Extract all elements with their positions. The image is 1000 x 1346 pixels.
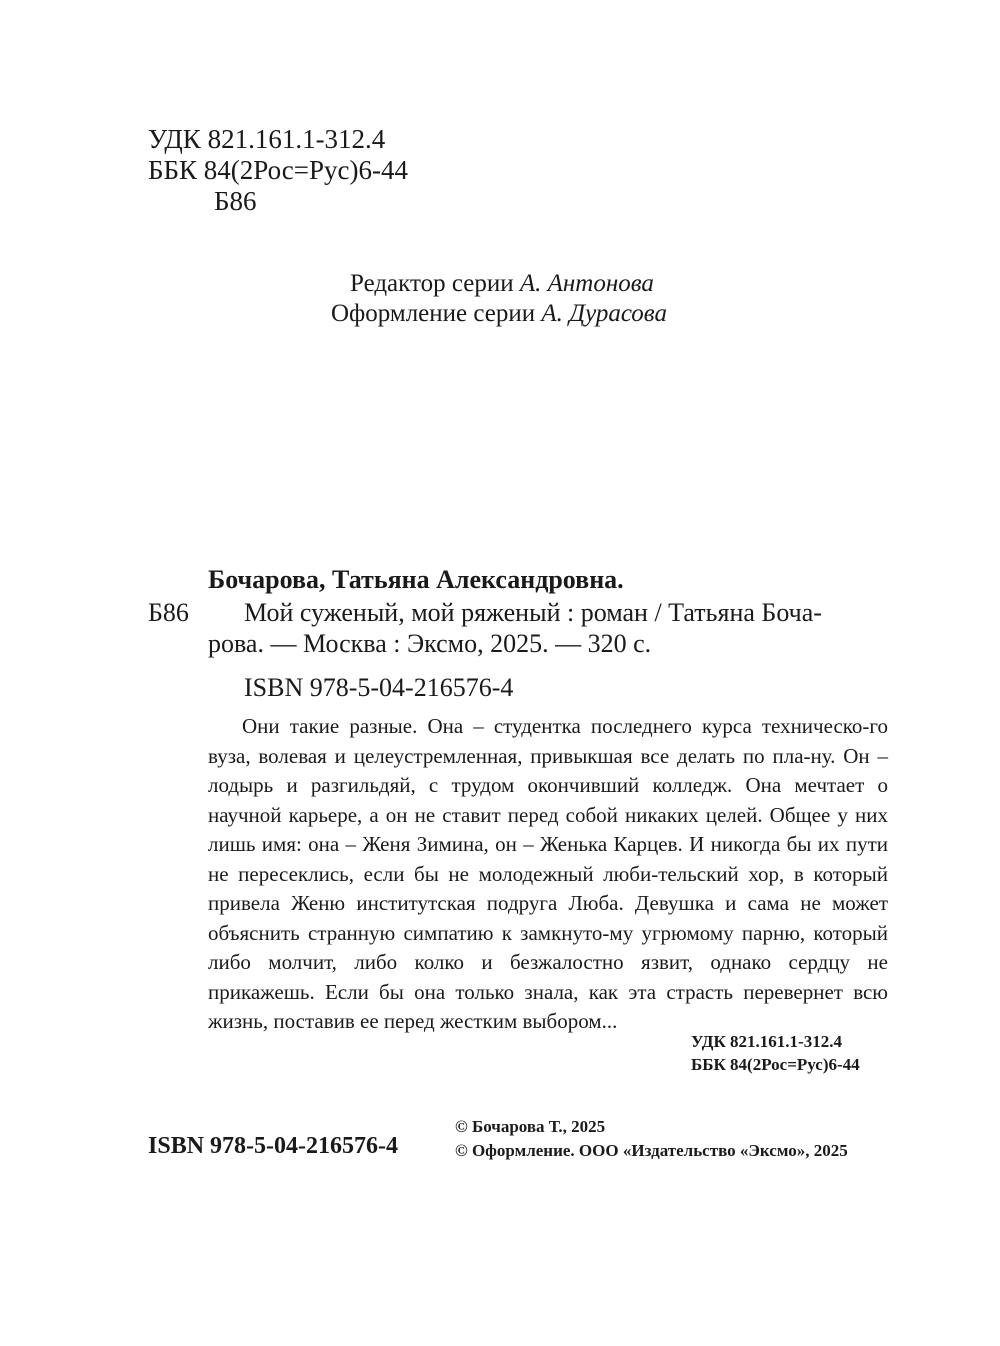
- catalog-author: Бочарова, Татьяна Александровна.: [208, 565, 624, 594]
- copyright-publisher: © Оформление. ООО «Издательство «Эксмо», 2025: [455, 1141, 848, 1160]
- series-design-name: А. Дурасова: [541, 300, 667, 327]
- series-design-credit: [331, 298, 667, 329]
- copyright-author: © Бочарова Т., 2025: [455, 1117, 606, 1136]
- bbk-code-top: ББК 84(2Рос=Рус)6-44: [148, 155, 408, 185]
- bbk-code-bottom: ББК 84(2Рос=Рус)6-44: [691, 1055, 860, 1074]
- annotation-text: Они такие разные. Она – студентка последнего курса техническо-го вуза, волевая и целеустремленная, привыкшая все делать по пла-ну. Он – лодырь и разгильдяй, с трудом окончивший колледж. Она мечтает о научной карьере, а он не ставит перед собой никаких целей. Общее у них лишь имя: она – Женя Зимина, он – Женька Карцев. И никогда бы их пути не пересеклись, если бы не молодежный люби-тельский хор, в который привела Женю институтская подруга Люба. Девушка и сама не может объяснить странную симпатию к замкнуто-му угрюмому парню, который либо молчит, либо колко и безжалостно язвит, однако сердцу не прикажешь. Если бы она только знала, как эта страсть перевернет всю жизнь, поставив ее перед жестким выбором...: [208, 714, 888, 1033]
- catalog-isbn: ISBN 978-5-04-216576-4: [244, 673, 514, 702]
- catalog-title-line-2: рова. — Москва : Эксмо, 2025. — 320 с.: [208, 629, 652, 658]
- udk-code-top: УДК 821.161.1-312.4: [148, 124, 386, 154]
- udk-code-bottom: УДК 821.161.1-312.4: [691, 1032, 842, 1051]
- series-editor-label: Редактор серии: [350, 270, 514, 297]
- catalog-title-line-1: Мой суженый, мой ряженый : роман / Татьяна Боча-: [244, 598, 822, 627]
- series-editor-name: А. Антонова: [519, 270, 654, 297]
- isbn-bottom: ISBN 978-5-04-216576-4: [148, 1133, 398, 1159]
- annotation: [208, 712, 888, 1037]
- series-design-label: Оформление серии: [331, 300, 536, 327]
- series-editor-credit: [350, 268, 654, 299]
- catalog-code: Б86: [148, 598, 189, 627]
- author-sign-top: Б86: [214, 186, 257, 216]
